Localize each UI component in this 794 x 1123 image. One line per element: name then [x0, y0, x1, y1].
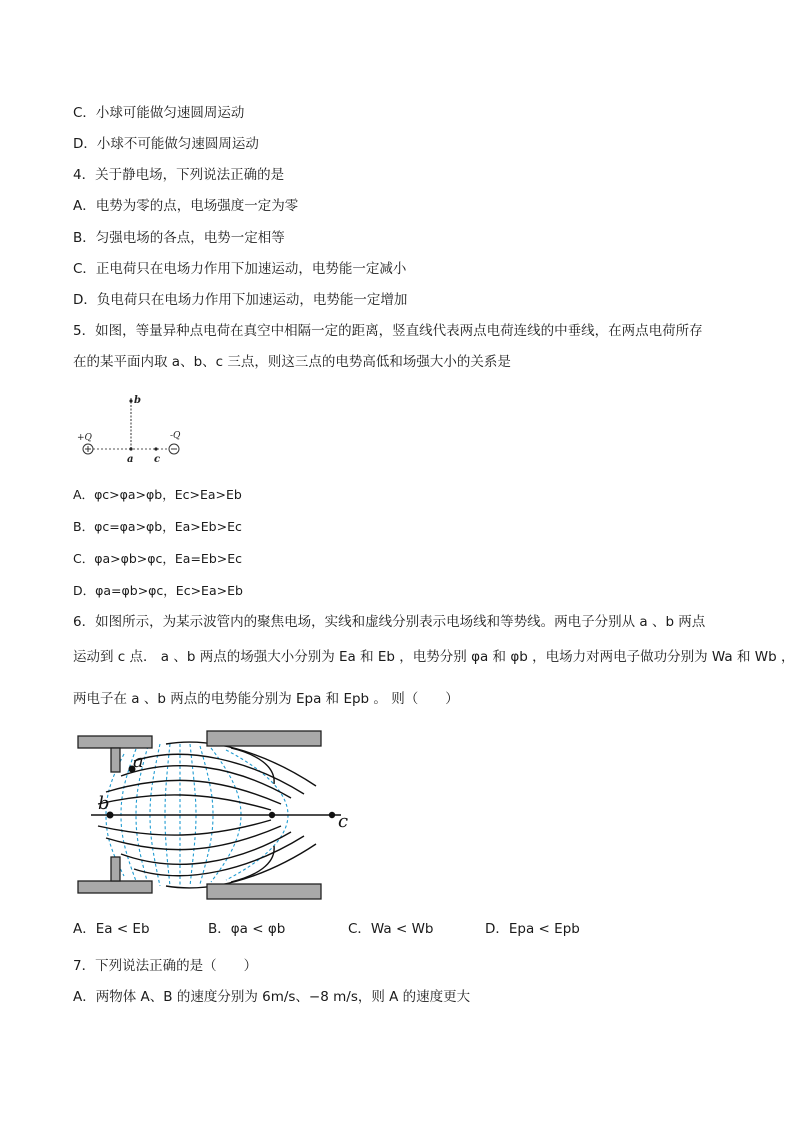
q4-option-a: A．电势为零的点，电场强度一定为零 [73, 198, 299, 214]
q6-plate-top-left [78, 736, 152, 748]
q5-option-c-potential: φa>φb>φc， [94, 551, 175, 566]
q7-option-a: A．两物体 A、B 的速度分别为 6m/s、−8 m/s，则 A 的速度更大 [73, 989, 471, 1005]
q6-label-a: a [133, 751, 144, 772]
q5-option-a-potential: φc>φa>φb， [94, 487, 175, 502]
q6-option-b: B．φa < φb [208, 921, 286, 937]
q6-plate-top-tab [111, 748, 120, 772]
q4-option-c: C．正电荷只在电场力作用下加速运动，电势能一定减小 [73, 261, 407, 277]
q5-label-b: b [134, 395, 141, 406]
q5-option-b-field: Ea>Eb>Ec [174, 519, 242, 534]
q4-option-b: B．匀强电场的各点，电势一定相等 [73, 230, 285, 246]
q5-option-a-letter: A． [73, 487, 95, 502]
q5-option-c [73, 550, 242, 568]
q5-label-a: a [127, 454, 134, 465]
q5-point-b [129, 399, 132, 402]
q6-label-c: c [338, 811, 349, 832]
negative-charge-icon [169, 444, 179, 454]
q4-stem: 4．关于静电场，下列说法正确的是 [73, 167, 285, 183]
q6-option-a: A．Ea < Eb [73, 921, 150, 937]
q6-plate-bottom-right [207, 884, 321, 899]
q6-stem-line2: 运动到 c 点． a 、b 两点的场强大小分别为 Ea 和 Eb ，电势分别 φa 和 φb ，电场力对两电子做功分别为 Wa 和 Wb ， [73, 649, 794, 665]
q5-option-c-field: Ea=Eb>Ec [174, 551, 242, 566]
q5-option-d-letter: D． [73, 583, 96, 598]
q5-option-d-field: Ec>Ea>Eb [175, 583, 243, 598]
q6-label-b: b [98, 793, 110, 814]
q6-stem-line3: 两电子在 a 、b 两点的电势能分别为 Epa 和 Epb 。 则（ ） [73, 691, 459, 707]
q5-point-a [129, 447, 132, 450]
q5-figure [76, 388, 188, 470]
q6-point-mid [269, 812, 275, 818]
q6-point-c [329, 812, 335, 818]
q5-label-minus-q: -Q [170, 431, 181, 441]
q5-option-d-potential: φa=φb>φc， [95, 583, 176, 598]
q3-option-d: D．小球不可能做匀速圆周运动 [73, 136, 259, 152]
q5-option-a-field: Ec>Ea>Eb [174, 487, 242, 502]
q5-option-b-potential: φc=φa>φb， [94, 519, 175, 534]
q6-stem-line1: 6．如图所示，为某示波管内的聚焦电场，实线和虚线分别表示电场线和等势线。两电子分别从 a 、b 两点 [73, 614, 706, 630]
q5-stem-line1: 5．如图，等量异种点电荷在真空中相隔一定的距离，竖直线代表两点电荷连线的中垂线，在两点电荷所存 [73, 323, 703, 339]
q6-plate-bottom-left [78, 881, 152, 893]
q5-label-plus-q: +Q [77, 433, 92, 443]
q6-option-c: C．Wa < Wb [348, 921, 434, 937]
q6-plate-top-right [207, 731, 321, 746]
q5-option-a [73, 486, 242, 504]
q5-option-b-letter: B． [73, 519, 95, 534]
positive-charge-icon [83, 444, 93, 454]
q3-option-c: C．小球可能做匀速圆周运动 [73, 105, 245, 121]
q5-label-c: c [154, 454, 161, 465]
q7-stem: 7．下列说法正确的是（ ） [73, 958, 258, 974]
q6-option-d: D．Epa < Epb [485, 921, 580, 937]
q6-plate-bottom-tab [111, 857, 120, 881]
q6-field-lines [91, 742, 341, 888]
q5-option-b [73, 518, 242, 536]
q4-option-d: D．负电荷只在电场力作用下加速运动，电势能一定增加 [73, 292, 408, 308]
q5-stem-line2: 在的某平面内取 a、b、c 三点，则这三点的电势高低和场强大小的关系是 [73, 354, 511, 370]
q5-option-d [73, 582, 243, 600]
q5-point-c [154, 447, 157, 450]
q5-option-c-letter: C． [73, 551, 95, 566]
q6-oscilloscope-figure [76, 726, 356, 904]
